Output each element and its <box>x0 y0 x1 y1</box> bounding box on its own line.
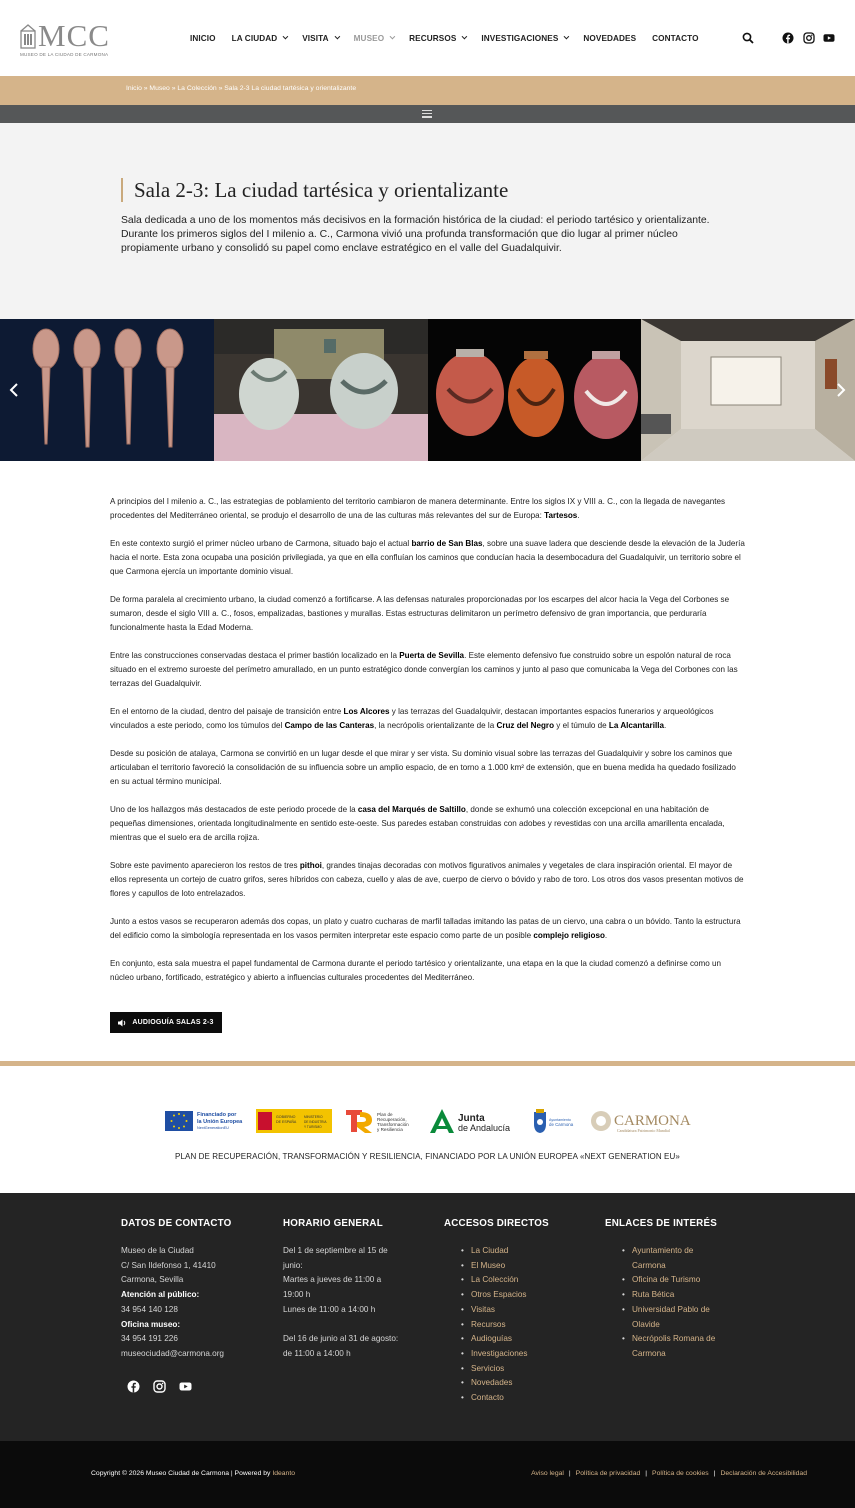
footer-access-column <box>444 1218 584 1406</box>
page-title: Sala 2-3: La ciudad tartésica y orientalizante <box>134 178 509 202</box>
ayuntamiento-carmona-logo <box>534 1109 574 1133</box>
svg-text:Recuperación,: Recuperación, <box>377 1117 407 1122</box>
footer-access-link[interactable]: • Audioguías <box>471 1332 584 1347</box>
svg-text:de Andalucía: de Andalucía <box>458 1123 511 1133</box>
eu-flag-logo <box>165 1111 243 1131</box>
footer-contact-title: DATOS DE CONTACTO <box>121 1218 232 1229</box>
footer-links-title: ENLACES DE INTERÉS <box>605 1218 717 1229</box>
instagram-icon[interactable] <box>803 32 815 44</box>
nav-item-label: RECURSOS <box>409 33 457 43</box>
hamburger-menu-icon[interactable] <box>422 110 432 118</box>
volume-icon <box>118 1019 127 1027</box>
breadcrumb-bar <box>0 76 855 105</box>
svg-text:de Carmona: de Carmona <box>549 1122 574 1127</box>
funding-logos <box>0 1100 855 1140</box>
footer-interest-link[interactable]: • Ayuntamiento de Carmona <box>632 1244 745 1273</box>
legal-link[interactable]: Política de privacidad <box>575 1470 641 1477</box>
legal-link[interactable]: Aviso legal <box>531 1470 564 1477</box>
nav-item-novedades[interactable] <box>583 32 636 44</box>
audioguide-button[interactable] <box>110 1012 222 1033</box>
carousel-prev-arrow-icon[interactable] <box>9 383 19 397</box>
footer-access-link[interactable]: • Contacto <box>471 1391 584 1406</box>
footer-links-column <box>605 1218 745 1362</box>
gobierno-espana-logo <box>256 1109 332 1133</box>
site-header <box>0 0 855 76</box>
footer-facebook-icon[interactable] <box>127 1380 140 1393</box>
footer-hours-winter: Del 1 de septiembre al 15 de junio: Martes a jueves de 11:00 a 19:00 h Lunes de 11:00 a 14:00 h <box>283 1246 388 1314</box>
article-paragraph: Junto a estos vasos se recuperaron además dos copas, un plato y cuatro cucharas de marfil talladas imitando las patas de un ciervo, una cabra o un bóvido. Tanto la estructura del edificio como la simbología representada en los vasos permiten interpretar este espacio como parte de un posible complejo religioso. <box>110 917 741 940</box>
intro-section <box>0 123 855 319</box>
logo-subtitle: MUSEO DE LA CIUDAD DE CARMONA <box>20 52 109 57</box>
plan-recuperacion-logo <box>346 1110 409 1133</box>
nav-item-visita[interactable] <box>302 32 337 44</box>
junta-andalucia-logo <box>430 1109 510 1133</box>
footer-instagram-icon[interactable] <box>153 1380 166 1393</box>
site-logo[interactable] <box>20 18 110 59</box>
nav-item-label: INVESTIGACIONES <box>481 33 559 43</box>
separator: | <box>645 1470 648 1477</box>
copyright-text: Copyright © 2026 Museo Ciudad de Carmona | Powered by <box>91 1470 273 1477</box>
svg-text:la Unión Europea: la Unión Europea <box>197 1119 243 1125</box>
title-accent-bar <box>121 178 123 202</box>
svg-text:GOBIERNO: GOBIERNO <box>276 1115 296 1119</box>
building-icon <box>20 23 36 49</box>
footer-interest-link[interactable]: • Necrópolis Romana de Carmona <box>632 1332 745 1361</box>
footer-access-link[interactable]: • La Colección <box>471 1273 584 1288</box>
footer-public-label: Atención al público: <box>121 1290 200 1300</box>
chevron-down-icon <box>283 34 289 40</box>
svg-text:DE ESPAÑA: DE ESPAÑA <box>276 1120 297 1124</box>
gallery-image-pithoi-vitrine[interactable] <box>214 319 428 461</box>
carmona-candidatura-logo <box>591 1111 691 1133</box>
address-line: C/ San Ildefonso 1, 41410 <box>121 1260 216 1270</box>
footer-contact-address <box>121 1244 271 1288</box>
gallery-image-painted-vessels[interactable] <box>428 319 642 461</box>
footer-access-link[interactable]: • Otros Espacios <box>471 1288 584 1303</box>
footer-interest-link[interactable]: • Ruta Bética <box>632 1288 745 1303</box>
copyright <box>91 1470 295 1477</box>
footer-access-link[interactable]: • Investigaciones <box>471 1347 584 1362</box>
separator: | <box>568 1470 571 1477</box>
footer-office-phone[interactable]: 34 954 191 226 <box>121 1334 178 1344</box>
legal-link[interactable]: Declaración de Accesibilidad <box>720 1470 807 1477</box>
svg-text:CARMONA: CARMONA <box>614 1113 691 1129</box>
footer-access-title: ACCESOS DIRECTOS <box>444 1218 549 1229</box>
site-footer <box>0 1193 855 1441</box>
svg-text:Ayuntamiento: Ayuntamiento <box>549 1118 571 1122</box>
footer-access-link[interactable]: • La Ciudad <box>471 1244 584 1259</box>
gallery-image-ivory-spoons[interactable] <box>0 319 214 461</box>
bottom-bar <box>0 1441 855 1508</box>
footer-public-phone[interactable]: 34 954 140 128 <box>121 1304 178 1314</box>
footer-access-link[interactable]: • Novedades <box>471 1376 584 1391</box>
address-line: Museo de la Ciudad <box>121 1246 194 1255</box>
nav-item-label: CONTACTO <box>652 33 699 43</box>
svg-text:Transformación: Transformación <box>377 1122 409 1127</box>
secondary-menu-bar <box>0 105 855 123</box>
svg-text:Y TURISMO: Y TURISMO <box>304 1125 322 1129</box>
footer-interest-link[interactable]: • Oficina de Turismo <box>632 1273 745 1288</box>
article-paragraph: Desde su posición de atalaya, Carmona se convirtió en un lugar desde el que mirar y ser vista. Su dominio visual sobre las terrazas del Guadalquivir y sobre los caminos que articulaban el territorio favoreció la consolidación de su influencia sobre un amplio espacio, de en torno a 1.000 km² de extensión, que en buena medida ha quedado fosilizado en su actual término municipal. <box>110 749 736 786</box>
article-paragraph: En conjunto, esta sala muestra el papel fundamental de Carmona durante el periodo tartésico y orientalizante, una etapa en la que la ciudad comenzó a definirse como un núcleo urbano, fortificado, estratégico y abierto a influencias culturales procedentes del Mediterráneo. <box>110 959 722 982</box>
svg-text:MINISTERIO: MINISTERIO <box>304 1115 323 1119</box>
address-line: Carmona, Sevilla <box>121 1275 184 1285</box>
legal-link[interactable]: Política de cookies <box>652 1470 709 1477</box>
svg-text:DE INDUSTRIA: DE INDUSTRIA <box>304 1120 327 1124</box>
nav-item-investigaciones[interactable] <box>481 32 567 44</box>
nav-item-label: MUSEO <box>353 33 385 43</box>
footer-access-link[interactable]: • Servicios <box>471 1362 584 1377</box>
article-paragraph: A principios del I milenio a. C., las estrategias de poblamiento del territorio cambiaron de manera determinante. Entre los siglos IX y VIII a. C., con la llegada de navegantes procedentes del Mediterráneo oriental, se produjo el desarrollo de una de las culturas más relevantes del sur de Europa: Tartesos. <box>110 497 726 520</box>
main-navigation <box>190 32 715 44</box>
footer-hours-title: HORARIO GENERAL <box>283 1218 383 1229</box>
footer-hours-summer: Del 16 de junio al 31 de agosto: de 11:00 a 14:00 h <box>283 1334 399 1358</box>
chevron-down-icon <box>462 34 468 40</box>
svg-text:Junta: Junta <box>458 1113 485 1124</box>
funding-caption: PLAN DE RECUPERACIÓN, TRANSFORMACIÓN Y RESILIENCIA, FINANCIADO POR LA UNIÓN EUROPEA «NEXT GENERATION EU» <box>175 1152 680 1161</box>
nav-item-label: INICIO <box>190 33 216 43</box>
svg-text:NextGenerationEU: NextGenerationEU <box>197 1126 229 1130</box>
nav-item-recursos[interactable] <box>409 32 465 44</box>
article-paragraph: En este contexto surgió el primer núcleo urbano de Carmona, situado bajo el actual barrio de San Blas, sobre una suave ladera que desciende desde la elevación de la Judería hacia el norte. Esta zona ocupaba una posición privilegiada, ya que en ella confluían los caminos que conducían hacia la desembocadura del Guadalquivir, un territorio sobre el que Carmona ejercía un importante dominio visual. <box>110 539 745 576</box>
youtube-icon[interactable] <box>823 32 835 44</box>
article-paragraph: En el entorno de la ciudad, dentro del paisaje de transición entre Los Alcores y las terrazas del Guadalquivir, destacan importantes espacios funerarios y arqueológicos vinculados a este periodo, como los túmulos del Campo de las Canteras, la necrópolis orientalizante de la Cruz del Negro y el túmulo de La Alcantarilla. <box>110 707 714 730</box>
logo-text: MCC <box>38 18 110 53</box>
breadcrumb[interactable]: Inicio » Museo » La Colección » Sala 2-3 La ciudad tartésica y orientalizante <box>126 85 357 92</box>
nav-item-inicio[interactable] <box>190 32 216 44</box>
article-paragraph: Uno de los hallazgos más destacados de este periodo procede de la casa del Marqués de Saltillo, donde se exhumó una colección excepcional en una habitación de pequeñas dimensiones, orientada longitudinalmente en sentido este-oeste. Sus paredes estaban construidas con adobes y revestidas con una arcilla amarillenta encalada, mientras que el suelo era de arcilla rojiza. <box>110 805 725 842</box>
gallery-image-exhibition-room[interactable] <box>641 319 855 461</box>
article-paragraph: De forma paralela al crecimiento urbano, la ciudad comenzó a fortificarse. A las defensas naturales proporcionadas por los escarpes del alcor hacia la Vega del Corbones se sumaron, desde el siglo VIII a. C., fosos, empalizadas, bastiones y murallas. Estas estructuras delimitaron un perímetro defensivo de gran importancia, que perduraría funcionalmente hasta la Edad Moderna. <box>110 595 730 632</box>
article-paragraph: Sobre este pavimento aparecieron los restos de tres pithoi, grandes tinajas decoradas con motivos figurativos animales y vegetales de clara inspiración oriental. El mayor de ellos representa un cortejo de cuatro grifos, seres híbridos con cabeza, cuello y alas de ave, cuerpo de ciervo o bóvido y rabo de toro. Los otros dos vasos presentan motivos de flores y capullos de loto entrelazados. <box>110 861 744 898</box>
intro-text: Sala dedicada a uno de los momentos más decisivos en la formación histórica de la ciudad: el periodo tartésico y orientalizante. Durante los primeros siglos del I milenio a. C., Carmona vivió una profunda transformación que dio lugar al primer núcleo propiamente urbano y consolidó su papel como enclave estratégico en el valle del Guadalquivir. <box>121 215 710 254</box>
svg-text:Plan de: Plan de <box>377 1112 393 1117</box>
nav-item-label: VISITA <box>302 33 329 43</box>
separator: | <box>713 1470 716 1477</box>
footer-office-label: Oficina museo: <box>121 1319 181 1329</box>
chevron-down-icon <box>334 34 340 40</box>
footer-access-link[interactable]: • El Museo <box>471 1259 584 1274</box>
svg-text:Candidatura Patrimonio Mundial: Candidatura Patrimonio Mundial <box>617 1128 670 1133</box>
footer-access-link[interactable]: • Recursos <box>471 1318 584 1333</box>
eu-text: Financiado por <box>197 1112 237 1118</box>
footer-email[interactable]: museociudad@carmona.org <box>121 1348 224 1358</box>
footer-links-list <box>632 1244 745 1362</box>
powered-by-link[interactable]: Ideanto <box>272 1470 296 1477</box>
search-icon[interactable] <box>742 32 754 44</box>
carousel-next-arrow-icon[interactable] <box>836 383 846 397</box>
footer-contact-column <box>121 1218 271 1362</box>
nav-item-label: NOVEDADES <box>583 33 637 43</box>
facebook-icon[interactable] <box>782 32 794 44</box>
article-body <box>110 495 746 999</box>
chevron-down-icon <box>390 34 396 40</box>
article-paragraph: Entre las construcciones conservadas destaca el primer bastión localizado en la Puerta de Sevilla. Este elemento defensivo fue construido sobre un espolón natural de roca situado en el extremo suroeste del perímetro amurallado, en un punto estratégico donde convergían los caminos y junto al paso que comunicaba la Vega del Corbones con las terrazas del Guadalquivir. <box>110 651 738 688</box>
svg-text:y Resiliencia: y Resiliencia <box>377 1127 403 1132</box>
image-carousel <box>0 319 855 461</box>
footer-youtube-icon[interactable] <box>179 1380 192 1393</box>
footer-access-list <box>471 1244 584 1406</box>
footer-hours-column <box>283 1218 423 1362</box>
nav-item-label: LA CIUDAD <box>231 33 278 43</box>
legal-links <box>531 1470 807 1477</box>
section-divider <box>0 1061 855 1066</box>
nav-item-la-ciudad[interactable] <box>232 32 287 44</box>
footer-interest-link[interactable]: • Universidad Pablo de Olavide <box>632 1303 745 1332</box>
footer-access-link[interactable]: • Visitas <box>471 1303 584 1318</box>
audioguide-button-label: AUDIOGUÍA SALAS 2-3 <box>132 1019 214 1026</box>
nav-item-contacto[interactable] <box>652 32 698 44</box>
nav-item-museo[interactable] <box>354 32 394 44</box>
chevron-down-icon <box>564 34 570 40</box>
